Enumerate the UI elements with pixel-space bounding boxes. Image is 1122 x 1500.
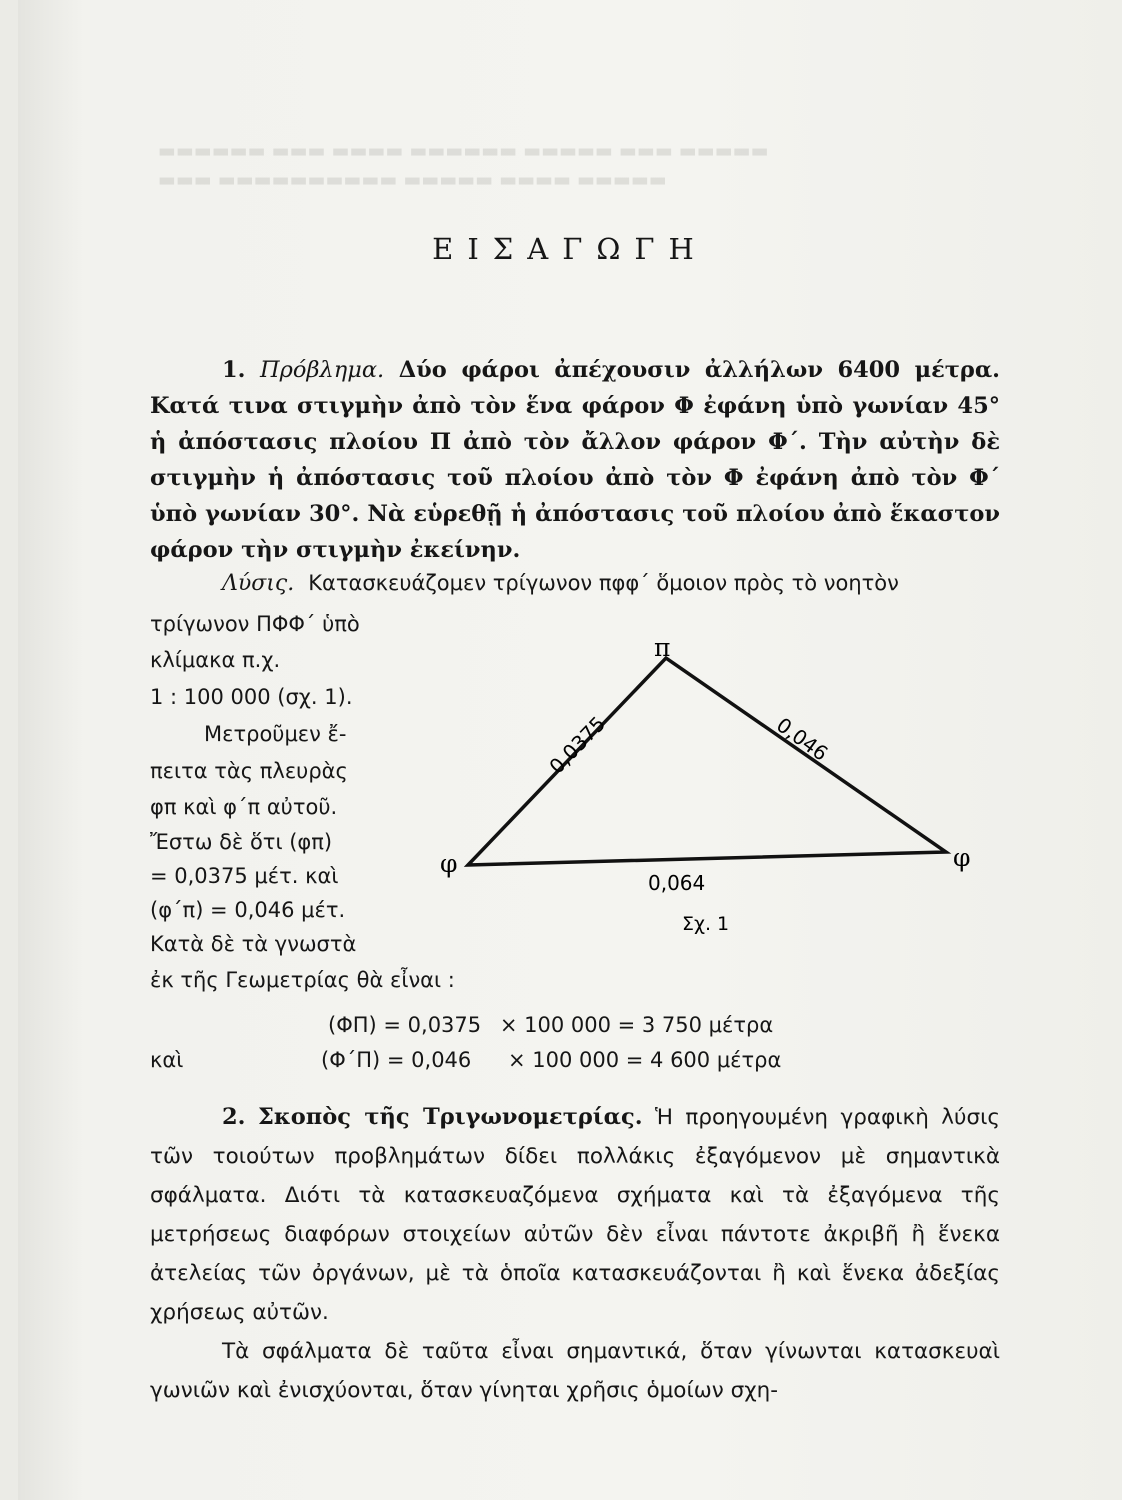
solution-line: = 0,0375 μέτ. καὶ (150, 864, 339, 888)
solution-line: πειτα τὰς πλευρὰς (150, 759, 348, 783)
problem-number: 1. (222, 357, 246, 383)
side-left-label: 0,0375 (544, 711, 611, 779)
book-page (18, 0, 1122, 1500)
solution-line: Κατὰ δὲ τὰ γνωστὰ (150, 932, 357, 956)
equation-2-lhs: (Φ΄Π) = 0,046 (321, 1048, 472, 1072)
triangle-shape (468, 658, 946, 865)
solution-line: κλίμακα π.χ. (150, 648, 281, 672)
equation-2-rhs: × 100 000 = 4 600 μέτρα (507, 1048, 782, 1072)
equation-1-rhs: × 100 000 = 3 750 μέτρα (499, 1013, 774, 1037)
equation-2-prefix: καὶ (150, 1048, 184, 1072)
solution-line: 1 : 100 000 (σχ. 1). (150, 685, 353, 709)
solution-line: Ἔστω δὲ ὅτι (φπ) (150, 830, 333, 854)
side-base-label: 0,064 (648, 871, 706, 895)
solution-line: ἐκ τῆς Γεωμετρίας θὰ εἶναι : (150, 968, 455, 992)
section-2-number: 2. (222, 1104, 246, 1130)
section-2 (150, 1098, 1000, 1410)
side-right-label: 0,046 (772, 712, 833, 766)
solution-first-text: Κατασκευάζομεν τρίγωνον πφφ΄ ὅμοιον πρὸς τὸ νοητὸν (308, 571, 899, 595)
problem-text: Δύο φάροι ἀπέχουσιν ἀλλήλων 6400 μέτρα. Κατά τινα στιγμὴν ἀπὸ τὸν ἕνα φάρον Φ ἐφάνη ὑπὸ γωνίαν 45° ἡ ἀπόστασις πλοίου Π ἀπὸ τὸν ἄλλον φάρον Φ΄. Τὴν αὐτὴν δὲ στιγμὴν ἡ ἀπόστασις τοῦ πλοίου ἀπὸ τὸν Φ ἐφάνη ἀπὸ τὸν Φ΄ ὑπὸ γωνίαν 30°. Νὰ εὑρεθῇ ἡ ἀπόστασις τοῦ πλοίου ἀπὸ ἕκαστον φάρον τὴν στιγμὴν ἐκείνην. (150, 357, 1001, 563)
vertex-top-label: π (654, 633, 671, 662)
section-2-paragraph-2: Τὰ σφάλματα δὲ ταῦτα εἶναι σημαντικά, ὅταν γίνωνται κατασκευαὶ γωνιῶν καὶ ἐνισχύονται, ὅταν γίνηται χρῆσις ὁμοίων σχη- (150, 1339, 1000, 1403)
section-2-text: Ἡ προηγουμένη γραφικὴ λύσις τῶν τοιούτων προβλημάτων δίδει πολλάκις ἐξαγόμενον μὲ σημαντικὰ σφάλματα. Διότι τὰ κατασκευαζόμενα σχήματα καὶ τὰ ἐξαγόμενα τῆς μετρήσεως διαφόρων στοιχείων αὐτῶν δὲν εἶναι πάντοτε ἀκριβῆ ἢ ἕνεκα ἀτελείας τῶν ὀργάνων, μὲ τὰ ὁποῖα κατασκευάζονται ἢ καὶ ἕνεκα ἀδεξίας χρήσεως αὐτῶν. (150, 1105, 1000, 1325)
problem-label: Πρόβλημα. (260, 357, 385, 383)
solution-line: (φ΄π) = 0,046 μέτ. (150, 898, 346, 922)
figure-caption: Σχ. 1 (682, 913, 730, 935)
solution-label: Λύσις. (222, 571, 295, 596)
vertex-left-label: φ (440, 849, 458, 878)
equation-1-lhs: (ΦΠ) = 0,0375 (328, 1013, 482, 1037)
section-2-title: Σκοπὸς τῆς Τριγωνομετρίας. (257, 1104, 643, 1130)
solution-line: φπ καὶ φ΄π αὐτοῦ. (150, 795, 338, 819)
equation-2 (321, 1048, 781, 1072)
page-title: ΕΙΣΑΓΩΓΗ (432, 232, 708, 266)
solution-line: Μετροῦμεν ἔ- (204, 722, 347, 746)
solution-line: τρίγωνον ΠΦΦ΄ ὑπὸ (150, 612, 360, 636)
bleed-through: ▬▬▬▬▬▬ ▬▬▬ ▬▬▬▬ ▬▬▬▬▬▬ ▬▬▬▬▬ ▬▬▬ ▬▬▬▬▬ ▬▬▬ ▬▬▬▬▬▬▬▬▬▬ ▬▬▬▬▬ ▬▬▬▬ ▬▬▬▬▬ (158, 140, 769, 191)
vertex-right-label: φ (953, 843, 971, 872)
equation-1 (328, 1013, 773, 1037)
